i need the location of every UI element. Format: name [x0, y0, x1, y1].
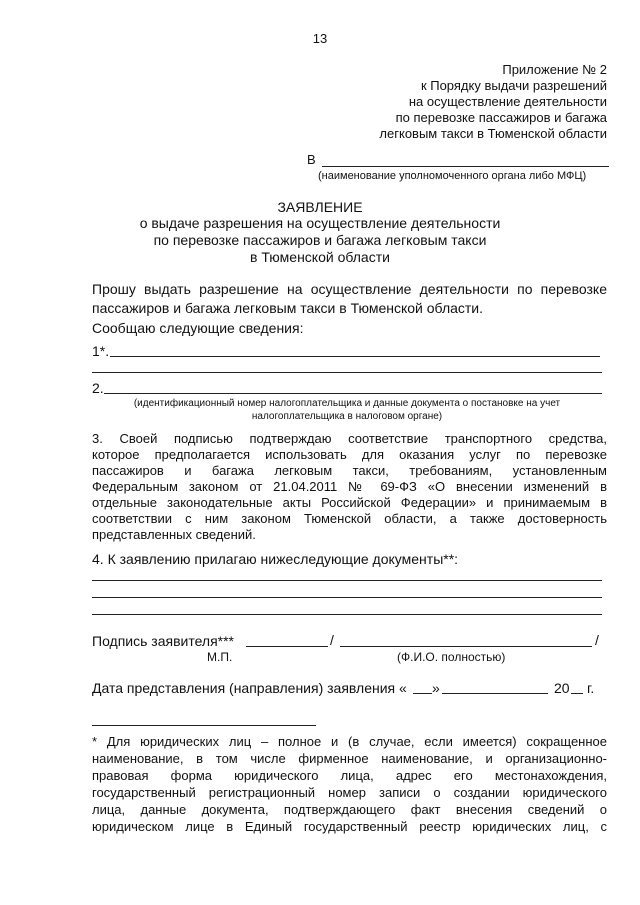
footnote-line: * Для юридических лиц – полное и (в случае, если имеется) сокращенное	[92, 734, 607, 749]
documents-line[interactable]	[92, 614, 602, 615]
item3-line: отдельные законодательные акты Российской Федерации» и принимаемым в	[92, 495, 607, 510]
request-line: Прошу выдать разрешение на осуществление деятельности по перевозке	[92, 281, 607, 297]
addressee-caption: (наименование уполномоченного органа либо МФЦ)	[318, 170, 587, 182]
item3-line: пассажиров и багажа легковым такси, требованиям, установленным	[92, 463, 607, 478]
item1-field-line-2[interactable]	[92, 372, 602, 373]
signature-label: Подпись заявителя***	[92, 633, 235, 649]
documents-line[interactable]	[92, 597, 602, 598]
appendix-line: на осуществление деятельности	[408, 94, 607, 109]
footnote-line: юридическом лице в Единый государственный реестр юридических лиц, с	[92, 819, 607, 834]
seal-caption: М.П.	[207, 650, 233, 664]
appendix-line: к Порядку выдачи разрешений	[420, 78, 607, 93]
footnote-line: государственный регистрационный номер записи о создании юридического	[92, 785, 607, 800]
info-intro: Сообщаю следующие сведения:	[92, 320, 304, 336]
item2-label: 2.	[92, 380, 104, 396]
date-label: Дата представления (направления) заявления «	[92, 680, 407, 696]
item3-line: представленных сведений.	[92, 527, 256, 542]
document-subtitle	[0, 215, 640, 266]
addressee-field-line[interactable]	[322, 166, 609, 167]
footnote-line: лица, данные документа, подтверждающего факт внесения сведений о	[92, 802, 607, 817]
signature-slash: /	[595, 632, 599, 648]
footnote-line: правовая форма юридического лица, адрес его местонахождения,	[92, 768, 607, 783]
date-year-line[interactable]	[571, 693, 583, 694]
item3-line: 3. Своей подписью подтверждаю соответствие транспортного средства,	[92, 431, 607, 446]
addressee-prefix: В	[307, 152, 316, 167]
item3-line: которое предполагается использовать для оказания услуг по перевозке	[92, 447, 607, 462]
footnote-line: наименование, в том числе фирменное наименование, и организационно-	[92, 751, 607, 766]
signature-slash: /	[330, 632, 334, 648]
footnote-separator	[92, 725, 316, 726]
item2-caption	[92, 397, 602, 423]
item3-line: Федеральным законом от 21.04.2011 № 69-ФЗ «О внесении изменений в	[92, 479, 607, 494]
page-number: 13	[312, 31, 328, 46]
item2-caption-line: (идентификационный номер налогоплательщика и данные документа о постановке на учет	[133, 398, 561, 409]
appendix-line: Приложение № 2	[502, 62, 607, 77]
document-title: ЗАЯВЛЕНИЕ	[277, 199, 363, 215]
full-name-field-line[interactable]	[340, 646, 592, 647]
date-day-line[interactable]	[413, 693, 432, 694]
documents-line[interactable]	[92, 580, 602, 581]
appendix-line: по перевозке пассажиров и багажа	[395, 110, 607, 125]
date-year-prefix: 20	[554, 680, 570, 696]
subtitle-line: о выдаче разрешения на осуществление деятельности	[139, 215, 501, 231]
subtitle-line: по перевозке пассажиров и багажа легковым такси	[153, 232, 487, 248]
signature-field-line[interactable]	[246, 646, 328, 647]
appendix-header	[379, 62, 607, 142]
item4-text: 4. К заявлению прилагаю нижеследующие документы**:	[92, 551, 459, 567]
name-caption: (Ф.И.О. полностью)	[397, 650, 506, 664]
item1-label: 1*.	[92, 343, 110, 359]
date-quote-close: »	[432, 680, 440, 696]
item3-line: соответствии с ним законом Тюменской области, а также достоверность	[92, 511, 607, 526]
request-line: пассажиров и багажа легковым такси в Тюменской области.	[92, 300, 484, 316]
item2-caption-line: налогоплательщика в налоговом органе)	[251, 411, 443, 422]
date-month-line[interactable]	[442, 693, 548, 694]
date-year-suffix: г.	[587, 680, 595, 696]
subtitle-line: в Тюменской области	[250, 249, 390, 265]
item2-field-line[interactable]	[104, 393, 602, 394]
item1-field-line[interactable]	[110, 356, 600, 357]
appendix-line: легковым такси в Тюменской области	[379, 126, 607, 141]
